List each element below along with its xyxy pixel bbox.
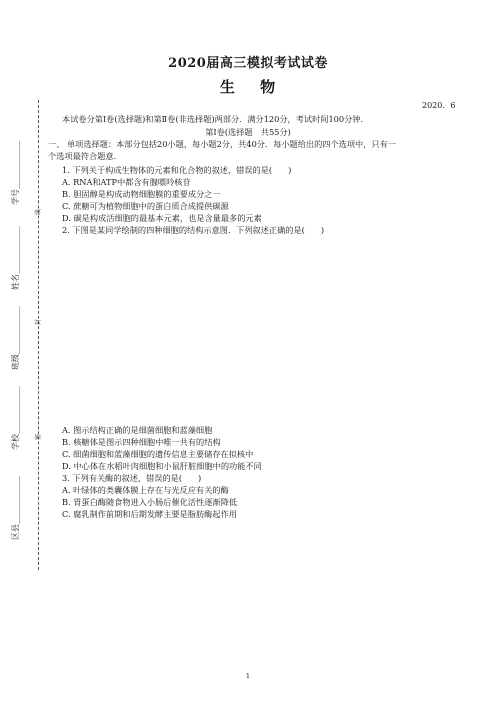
part1-title: 第Ⅰ卷(选择题 共55分) bbox=[205, 127, 291, 137]
question-2-option-b: B. 核糖体是图示四种细胞中唯一共有的结构 bbox=[62, 437, 221, 447]
margin-label-school: 学校____________ bbox=[11, 386, 20, 450]
question-2-option-c: C. 细菌细胞和蓝藻细胞的遗传信息主要储存在拟核中 bbox=[62, 449, 254, 459]
margin-label-student-id: 学号____________ bbox=[11, 141, 20, 205]
question-2-option-d: D. 中心体在水稻叶肉细胞和小鼠肝脏细胞中的功能不同 bbox=[62, 461, 262, 471]
exam-intro: 本试卷分第Ⅰ卷(选择题)和第Ⅱ卷(非选择题)两部分．满分120分，考试时间100分钟． bbox=[62, 114, 369, 124]
question-1-option-d: D. 碳是构成活细胞的最基本元素，也是含量最多的元素 bbox=[62, 213, 262, 223]
seal-mark-seal: 封 bbox=[35, 318, 42, 325]
question-2-stem: 2. 下图是某同学绘制的四种细胞的结构示意图．下列叙述正确的是( ) bbox=[62, 225, 325, 235]
section-instruction-line1: 一、 单项选择题：本部分包括20小题，每小题2分，共40分．每小题给出的四个选项中，只有一 bbox=[48, 139, 396, 149]
question-1-stem: 1. 下列关于构成生物体的元素和化合物的叙述，错误的是( ) bbox=[62, 165, 292, 175]
exam-date: 2020．6 bbox=[422, 101, 456, 110]
margin-label-district: 区县____________ bbox=[11, 476, 20, 540]
page-number: 1 bbox=[245, 672, 251, 680]
margin-label-name: 姓名____________ bbox=[11, 226, 20, 290]
question-2-option-a: A. 图示结构正确的是细菌细胞和蓝藻细胞 bbox=[62, 425, 213, 435]
seal-mark-line: 线 bbox=[35, 208, 42, 215]
question-1-option-a: A. RNA和ATP中都含有腺嘌呤核苷 bbox=[62, 177, 191, 187]
question-3-option-a: A. 叶绿体的类囊体膜上存在与光反应有关的酶 bbox=[62, 485, 229, 495]
seal-mark-secret: 密 bbox=[35, 433, 42, 440]
question-1-option-c: C. 蔗糖可为植物细胞中的蛋白质合成提供碳源 bbox=[62, 201, 229, 211]
question-3-stem: 3. 下列有关酶的叙述，错误的是( ) bbox=[62, 473, 202, 483]
section-instruction-line2: 个选项最符合题意． bbox=[48, 151, 122, 161]
question-1-option-b: B. 胆固醇是构成动物细胞膜的重要成分之一 bbox=[62, 189, 221, 199]
binding-dashed-line bbox=[38, 100, 39, 570]
subject-title: 生 物 bbox=[219, 78, 277, 96]
margin-label-class: 班级____________ bbox=[11, 306, 20, 370]
question-3-option-b: B. 胃蛋白酶随食物进入小肠后催化活性逐渐降低 bbox=[62, 497, 237, 507]
cell-diagram-area bbox=[62, 240, 442, 418]
exam-title: 2020届高三模拟考试试卷 bbox=[168, 56, 328, 71]
question-3-option-c: C. 腐乳制作前期和后期发酵主要是脂肪酶起作用 bbox=[62, 509, 237, 519]
